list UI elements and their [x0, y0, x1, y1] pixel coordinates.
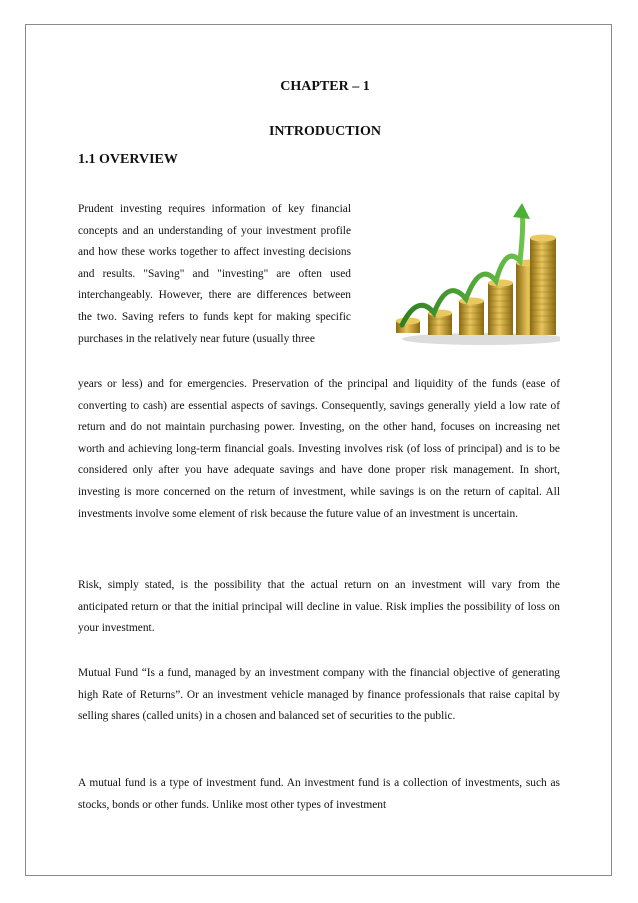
coin-stacks-growth-arrow-icon — [384, 203, 560, 348]
paragraph-2: Risk, simply stated, is the possibility that the actual return on an investment will vary from the anticipated return or that the initial principal will decline in value. Risk implies the possibility of loss on your investment. — [78, 579, 560, 635]
page-title: INTRODUCTION — [268, 124, 381, 139]
paragraph-1-rest: years or less) and for emergencies. Preservation of the principal and liquidity of the funds (ease of converting to cash) are essential aspects of savings. Consequently, savings generally yield a low rate of return and do not maintain purchasing power. Investing, on the other hand, focuses on increasing net worth and achieving long-term financial goals. Investing involves risk (of loss of principal) and is to be considered only after you have adequate savings and have done proper risk management. In short, investing is more concerned on the return of investment, while savings is on the return of capital. All investments involve some element of risk because the future value of an investment is uncertain. — [78, 378, 560, 520]
chapter-heading: CHAPTER – 1 — [280, 79, 370, 94]
paragraph-3: Mutual Fund “Is a fund, managed by an investment company with the financial objective of generating high Rate of Returns”. Or an investment vehicle managed by finance professionals that raise capital by selling shares (called units) in a chosen and balanced set of securities to the public. — [78, 667, 560, 723]
paragraph-1-wrapped: Prudent investing requires information of key financial concepts and an understanding of your investment profile and how these works together to affect investing decisions and results. "Saving" and "investing" are often used interchangeably. However, there are differences between the two. Saving refers to funds kept for making specific purchases in the relatively near future (usually three — [78, 203, 351, 345]
section-heading: 1.1 OVERVIEW — [78, 152, 178, 167]
paragraph-4: A mutual fund is a type of investment fund. An investment fund is a collection of investments, such as stocks, bonds or other funds. Unlike most other types of investment — [78, 777, 560, 811]
